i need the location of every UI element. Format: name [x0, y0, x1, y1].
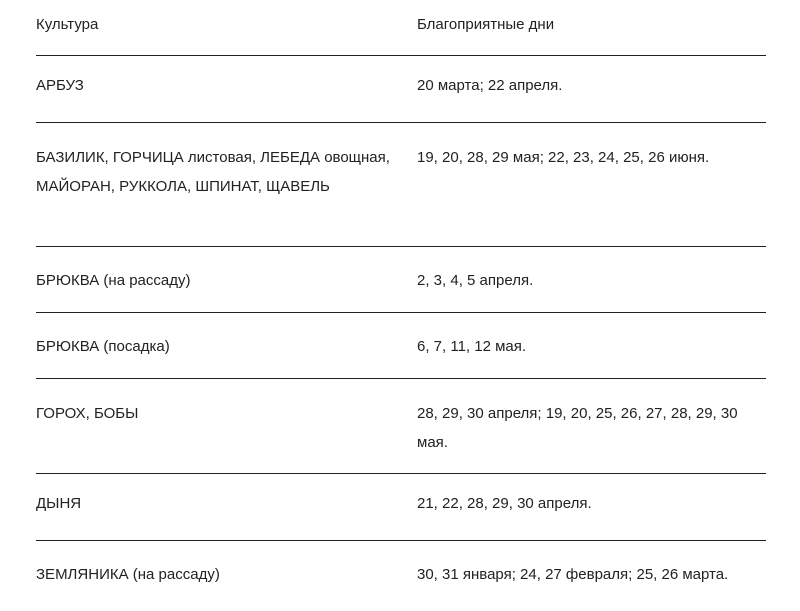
crop-cell: БАЗИЛИК, ГОРЧИЦА листовая, ЛЕБЕДА овощная, МАЙОРАН, РУККОЛА, ШПИНАТ, ЩАВЕЛЬ	[36, 149, 390, 195]
crop-cell: ДЫНЯ	[36, 495, 82, 512]
table-row	[36, 123, 766, 247]
header-crop: Культура	[36, 16, 99, 33]
planting-days-table	[36, 0, 766, 611]
crop-cell: ЗЕМЛЯНИКА (на рассаду)	[36, 566, 220, 583]
days-cell: 20 марта; 22 апреля.	[417, 77, 563, 94]
header-favorable-days: Благоприятные дни	[417, 16, 555, 33]
table-row	[36, 379, 766, 474]
days-cell: 28, 29, 30 апреля; 19, 20, 25, 26, 27, 28, 29, 30 мая.	[417, 405, 738, 451]
days-cell: 6, 7, 11, 12 мая.	[417, 338, 527, 355]
table-row	[36, 247, 766, 313]
crop-cell: БРЮКВА (посадка)	[36, 338, 170, 355]
crop-cell: АРБУЗ	[36, 77, 84, 94]
table-header-row	[36, 0, 766, 56]
crop-cell: БРЮКВА (на рассаду)	[36, 272, 191, 289]
table-row	[36, 474, 766, 541]
crop-cell: ГОРОХ, БОБЫ	[36, 405, 139, 422]
days-cell: 30, 31 января; 24, 27 февраля; 25, 26 марта.	[417, 566, 729, 583]
days-cell: 21, 22, 28, 29, 30 апреля.	[417, 495, 592, 512]
table-row	[36, 56, 766, 123]
days-cell: 19, 20, 28, 29 мая; 22, 23, 24, 25, 26 июня.	[417, 149, 710, 166]
table-row	[36, 313, 766, 379]
days-cell: 2, 3, 4, 5 апреля.	[417, 272, 534, 289]
table-row	[36, 541, 766, 611]
